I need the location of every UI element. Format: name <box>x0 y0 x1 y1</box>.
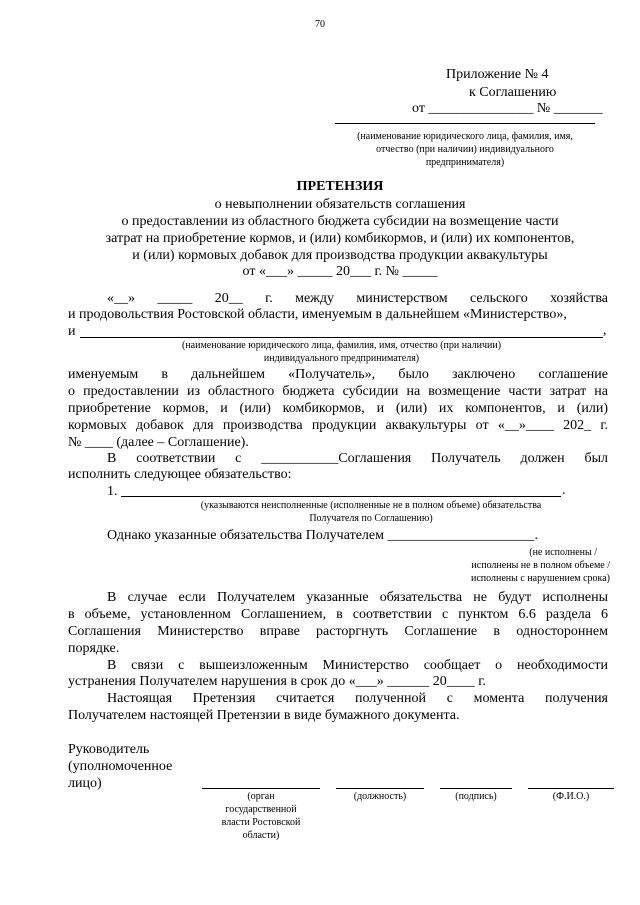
appendix-title: Приложение № 4 <box>446 67 549 82</box>
para4-line-3: Соглашения Министерство вправе расторгнуть Соглашение в одностороннем <box>68 624 608 639</box>
appendix-ref: от _______________ № _______ <box>412 101 603 116</box>
para1-body-4: кормовых добавок для производства продукции аквакультуры от «__»____ 202_ г. <box>68 418 608 433</box>
para6-line-1: Настоящая Претензия считается полученной с момента получения <box>107 691 608 706</box>
organ-caption-3: власти Ростовской <box>221 817 301 828</box>
recipient-caption-2: индивидуального предпринимателя) <box>263 353 420 364</box>
heading-line-2: о предоставлении из областного бюджета субсидии на возмещение части <box>121 214 559 229</box>
organ-caption-4: области) <box>242 830 280 841</box>
organ-caption-1: (орган <box>247 791 275 802</box>
para5-line-2: устранения Получателем нарушения в срок до «___» ______ 20____ г. <box>68 674 486 689</box>
position-signature-line <box>336 788 424 789</box>
fio-caption: (Ф.И.О.) <box>552 791 590 802</box>
para4-line-2: в объеме, установленном Соглашением, в соответствии с пунктом 6.6 раздела 6 <box>68 607 608 622</box>
obligation-line <box>121 496 561 497</box>
para1-body-3: приобретение кормов, и (или) комбикормов, и (или) их компонентов, и (или) <box>68 401 608 416</box>
status-caption-3: исполнены с нарушением срока) <box>471 573 610 584</box>
appendix-caption-2: отчество (при наличии) индивидуального <box>376 144 554 155</box>
obligation-caption-1: (указываются неисполненные (исполненные не в полном объеме) обязательства <box>200 500 542 511</box>
para2-line-2: исполнить следующее обязательство: <box>68 467 292 482</box>
para1-body-1: именуемым в дальнейшем «Получатель», было заключено соглашение <box>68 367 608 382</box>
para4-line-4: порядке. <box>68 641 120 656</box>
status-caption-2: исполнены не в полном объеме / <box>471 560 610 571</box>
para1-line-3-start: и <box>68 324 76 339</box>
para1-line-2: и продовольствия Ростовской области, именуемым в дальнейшем «Министерство», <box>68 307 567 322</box>
para1-body-2: о предоставлении из областного бюджета субсидии на возмещение части затрат на <box>68 384 608 399</box>
fio-signature-line <box>528 788 614 789</box>
para6-line-2: Получателем настоящей Претензии в виде бумажного документа. <box>68 708 460 723</box>
appendix-line <box>335 123 595 124</box>
status-caption-1: (не исполнены / <box>529 547 597 558</box>
sign-caption: (подпись) <box>455 791 497 802</box>
position-caption: (должность) <box>353 791 407 802</box>
heading-line-3: затрат на приобретение кормов, и (или) комбикормов, и (или) их компонентов, <box>105 231 575 246</box>
claim-title: ПРЕТЕНЗИЯ <box>296 179 384 194</box>
organ-signature-line <box>202 788 320 789</box>
heading-line-1: о невыполнении обязательств соглашения <box>214 197 466 212</box>
para1-line-1: «__» _____ 20__ г. между министерством сельского хозяйства <box>107 291 608 306</box>
appendix-caption-3: предпринимателя) <box>425 157 505 168</box>
recipient-name-line <box>80 337 603 338</box>
para1-body-5: № ____ (далее – Соглашение). <box>68 435 249 450</box>
obligation-item-end: . <box>562 483 566 498</box>
appendix-caption-1: (наименование юридического лица, фамилия, имя, <box>357 131 573 142</box>
obligation-caption-2: Получателя по Соглашению) <box>309 513 433 524</box>
sign-signature-line <box>440 788 512 789</box>
organ-caption-2: государственной <box>225 804 297 815</box>
page-number: 70 <box>315 19 325 30</box>
recipient-caption-1: (наименование юридического лица, фамилия, имя, отчество (при наличии) <box>181 340 502 351</box>
heading-line-4: и (или) кормовых добавок для производства продукции аквакультуры <box>132 248 548 263</box>
signatory-line-3: лицо) <box>68 776 102 791</box>
signatory-line-2: (уполномоченное <box>68 759 173 774</box>
para3-line: Однако указанные обязательства Получателем _____________________. <box>107 528 538 543</box>
para5-line-1: В связи с вышеизложенным Министерство сообщает о необходимости <box>107 658 608 673</box>
signatory-line-1: Руководитель <box>68 742 150 757</box>
para2-line-1: В соответствии с ___________Соглашения Получатель должен был <box>107 451 608 466</box>
para4-line-1: В случае если Получателем указанные обязательства не будут исполнены <box>107 590 608 605</box>
para1-line-3-end: , <box>603 323 607 338</box>
obligation-item-number: 1. <box>107 484 118 499</box>
appendix-subtitle: к Соглашению <box>469 85 557 100</box>
heading-line-5: от «___» _____ 20___ г. № _____ <box>242 264 438 279</box>
